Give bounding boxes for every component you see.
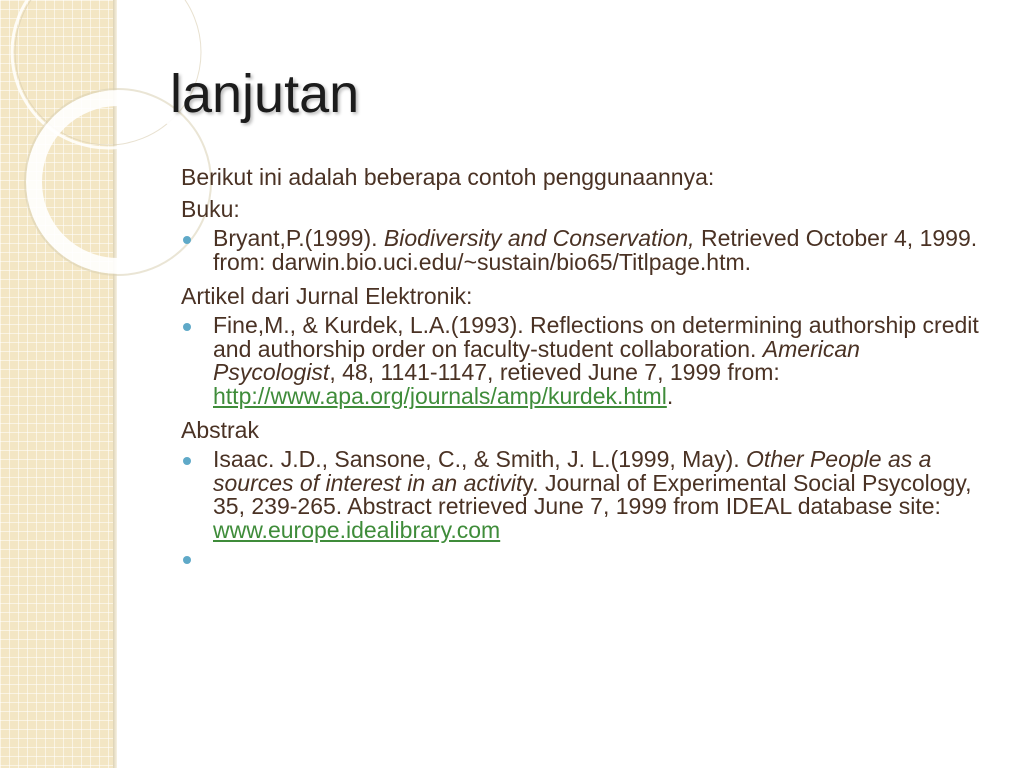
jurnal-ref-suffix: , 48, 1141-1147, retieved June 7, 1999 from: [329, 359, 780, 385]
slide-content [181, 163, 981, 582]
jurnal-ref-link[interactable]: http://www.apa.org/journals/amp/kurdek.html [213, 382, 667, 409]
bullet-icon [183, 457, 191, 465]
jurnal-ref-prefix: Fine,M., & Kurdek, L.A.(1993). Reflections on determining authorship credit and authorship order on faculty-student collaboration. [213, 312, 979, 362]
bullet-icon [183, 556, 191, 564]
jurnal-ref-journal: American Psycologist [213, 335, 860, 385]
buku-ref-suffix: Retrieved October 4, 1999. from: darwin.bio.uci.edu/~sustain/bio65/Titlpage.htm. [213, 225, 978, 275]
buku-heading: Buku: [181, 196, 240, 222]
abstrak-heading: Abstrak [181, 417, 259, 443]
bullet-icon [183, 236, 191, 244]
intro-text: Berikut ini adalah beberapa contoh penggunaannya: [181, 164, 715, 190]
abstrak-ref-prefix: Isaac. J.D., Sansone, C., & Smith, J. L.(1999, May). [213, 446, 747, 472]
bullet-icon [183, 323, 191, 331]
jurnal-ref-end: . [666, 382, 674, 409]
empty-bullet-item [181, 550, 981, 574]
abstrak-ref-suffix: y. Journal of Experimental Social Psycology, 35, 239-265. Abstract retrieved June 7, 1999 from IDEAL database site: [213, 469, 972, 519]
abstrak-ref-link[interactable]: www.europe.idealibrary.com [213, 516, 501, 543]
slide-title: lanjutan [170, 64, 360, 124]
reference-item-buku [181, 227, 981, 274]
reference-item-jurnal [181, 314, 981, 408]
abstrak-ref-title: Other People as a sources of interest in an activit [213, 446, 932, 496]
buku-ref-prefix: Bryant,P.(1999). [213, 225, 384, 251]
buku-ref-title: Biodiversity and Conservation, [383, 225, 695, 251]
reference-item-abstrak [181, 448, 981, 542]
jurnal-heading: Artikel dari Jurnal Elektronik: [181, 283, 473, 309]
